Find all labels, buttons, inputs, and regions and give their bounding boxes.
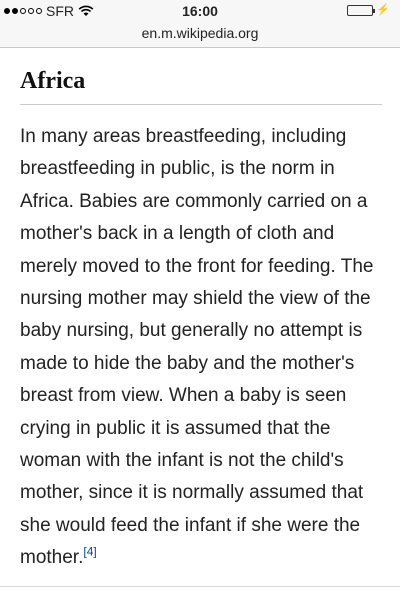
bottom-divider (0, 586, 400, 587)
carrier-name: SFR (46, 3, 74, 19)
address-bar[interactable]: en.m.wikipedia.org (0, 22, 400, 48)
clock: 16:00 (182, 3, 218, 19)
battery-status (347, 5, 390, 16)
status-bar (0, 0, 400, 22)
section-heading: Africa (20, 64, 382, 105)
article-content (20, 48, 382, 575)
charging-icon: ⚡ (376, 4, 390, 16)
citation-link[interactable]: [4] (83, 544, 97, 559)
article-paragraph (20, 121, 382, 575)
paragraph-text: In many areas breastfeeding, including breastfeeding in public, is the norm in Africa. Babies are commonly carried on a mother's back in a length of cloth and merely moved to the front for feeding. The nursing mother may shield the view of the baby nursing, but generally no attempt is made to hide the baby and the mother's breast from view. When a baby is seen crying in public it is assumed that the woman with the infant is not the child's mother, since it is normally assumed that she would feed the infant if she were the mother. (20, 126, 374, 569)
battery-icon (347, 5, 373, 16)
